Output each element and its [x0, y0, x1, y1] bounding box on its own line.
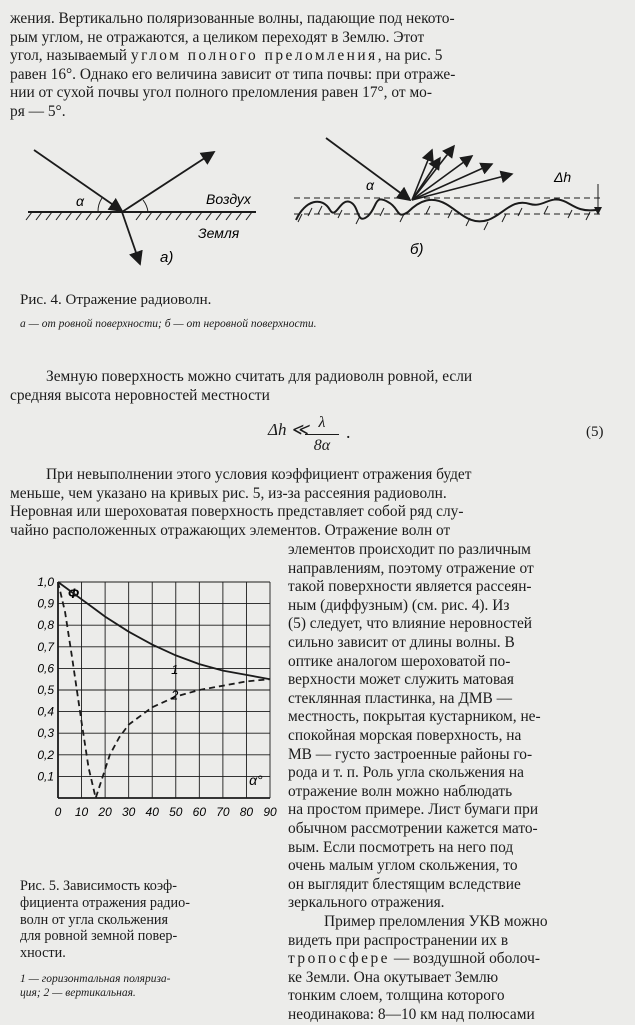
text-line: на простом примере. Лист бумаги при — [288, 801, 539, 819]
text-line: меньше, чем указано на кривых рис. 5, из-за рассеяния радиоволн. — [10, 484, 447, 502]
text-line: направлениям, поэтому отражение от — [288, 559, 534, 577]
caption-title: Рис. 4. Отражение радиоволн. — [20, 292, 212, 308]
formula-number: (5) — [586, 424, 604, 440]
scattered-rays — [412, 146, 512, 200]
text-line: спокойная морская поверхность, на — [288, 726, 522, 744]
text-line: равен 16°. Однако его величина зависит от типа почвы: при отраже- — [10, 65, 456, 83]
text-line: элементов происходит по различным — [288, 541, 531, 558]
x-tick-label: 0 — [54, 805, 62, 819]
text-line: очень малым углом скольжения, то — [288, 857, 518, 875]
text-line: ря — 5°. — [10, 102, 66, 120]
term-troposphere: тропосфере — [288, 950, 390, 968]
text-line: такой поверхности является рассеян- — [288, 578, 532, 596]
alpha-label-b: α — [366, 177, 374, 193]
caption-line: хности. — [20, 945, 66, 962]
text-line: средняя высота неровностей местности — [10, 386, 270, 404]
text-line: тонким слоем, толщина которого — [288, 987, 505, 1005]
figure-5-chart — [20, 570, 280, 870]
x-tick-label: 20 — [98, 805, 112, 819]
term-total-refraction-angle: углом полного преломления — [130, 47, 378, 65]
earth-label: Земля — [198, 225, 240, 241]
y-tick-label: 0,4 — [37, 704, 54, 719]
formula-dot: . — [346, 422, 351, 442]
text-line: (5) следует, что влияние неровностей — [288, 615, 533, 633]
text-line: ным (диффузным) (см. рис. 4). Из — [288, 596, 510, 614]
text-line: Земную поверхность можно считать для радиоволн ровной, если — [46, 368, 473, 385]
y-tick-label: 0,6 — [37, 661, 54, 676]
figure-4a — [26, 150, 256, 266]
paragraph-2 — [10, 466, 607, 540]
text-line: ке Земли. Она окутывает Землю — [288, 968, 499, 986]
top-paragraph — [10, 10, 607, 122]
text-line: чайно расположенных отражающих элементов. Отражение волн от — [10, 521, 451, 539]
formula-numerator: λ — [318, 414, 326, 431]
series-label-2: 2 — [171, 687, 179, 703]
text-line: рода и т. п. Роль угла скольжения на — [288, 764, 524, 782]
text-line: рым углом, не отражаются, а целиком переходят в Землю. Этот — [10, 28, 425, 46]
y-tick-label: 0,8 — [37, 618, 54, 633]
y-tick-label: 0,9 — [37, 596, 54, 611]
text-line: вым. Если посмотреть на него под — [288, 838, 514, 856]
text-line: нии от сухой почвы угол полного преломления равен 17°, от мо- — [10, 84, 433, 102]
text-line: зеркального отражения. — [288, 894, 445, 912]
series-label-1: 1 — [171, 661, 179, 677]
text-line: видеть при распространении их в — [288, 931, 509, 949]
y-tick-label: 0,7 — [37, 639, 54, 654]
text-line: При невыполнении этого условия коэффициент отражения будет — [46, 466, 472, 483]
subfigure-a-label: а) — [160, 249, 174, 266]
note-line: ция; 2 — вертикальная. — [20, 987, 136, 999]
caption-line: фициента отражения радио- — [20, 894, 190, 911]
series-line-1 — [58, 582, 270, 679]
figure-4-diagram — [0, 128, 635, 288]
caption-line: волн от угла скольжения — [20, 911, 169, 928]
caption-line: Рис. 5. Зависимость коэф- — [20, 878, 177, 894]
rough-surface — [296, 199, 596, 221]
formula-denominator: 8α — [313, 437, 331, 454]
text-line: оптике аналогом шероховатой по- — [288, 652, 511, 670]
air-label: Воздух — [206, 191, 251, 207]
figure-5-note — [20, 972, 268, 1000]
formula-lhs: Δh ≪ — [268, 420, 309, 439]
text-line: верхности может служить матовая — [288, 671, 514, 689]
text-line: неодинакова: 8—10 км над полюсами — [288, 1005, 535, 1023]
y-axis-label: Ф — [68, 585, 79, 601]
delta-h-label: Δh — [554, 169, 572, 185]
figure-4b — [294, 138, 600, 258]
text-line: угол, называемый углом полного преломления, на рис. 5 — [10, 47, 443, 65]
subfigure-b-label: б) — [410, 241, 424, 258]
refracted-ray — [122, 212, 140, 264]
caption-note: а — от ровной поверхности; б — от неровной поверхности. — [20, 318, 317, 330]
text-line: местность, покрытая кустарником, не- — [288, 708, 541, 726]
x-axis-label: α° — [249, 772, 263, 789]
formula-fraction — [305, 414, 339, 455]
x-tick-label: 30 — [121, 805, 136, 819]
y-tick-label: 0,1 — [37, 769, 54, 784]
figure-4-caption — [20, 292, 317, 331]
text-line: он выглядит блестящим вследствие — [288, 875, 521, 893]
x-tick-label: 40 — [145, 805, 159, 819]
paragraph-1 — [10, 368, 607, 405]
x-tick-label: 80 — [239, 805, 254, 819]
text-line: МВ — густо застроенные районы го- — [288, 745, 533, 763]
text-line: сильно зависит от длины волны. В — [288, 633, 515, 651]
caption-line: для ровной земной повер- — [20, 928, 178, 945]
note-line: 1 — горизонтальная поляриза- — [20, 973, 171, 985]
x-tick-label: 60 — [192, 805, 207, 819]
text-line: отражение волн можно наблюдать — [288, 782, 513, 800]
x-tick-label: 10 — [74, 805, 89, 819]
reflected-ray — [122, 152, 214, 212]
right-column-text-2 — [288, 913, 608, 1025]
figure-5-caption — [20, 878, 268, 962]
x-tick-label: 90 — [263, 805, 277, 819]
alpha-label: α — [76, 193, 84, 209]
text-line: обычном рассмотрении кажется мато- — [288, 819, 538, 837]
text-line: Неровная или шероховатая поверхность представляет собой ряд слу- — [10, 503, 464, 521]
x-tick-label: 50 — [169, 805, 183, 819]
text-line: Пример преломления УКВ можно — [324, 913, 548, 930]
y-tick-label: 0,2 — [37, 747, 54, 762]
y-tick-label: 0,5 — [37, 683, 54, 697]
formula-5 — [0, 414, 635, 462]
y-tick-label: 1,0 — [37, 575, 54, 589]
right-column-text — [288, 541, 608, 913]
text-line: стеклянная пластинка, на ДМВ — — [288, 689, 513, 707]
y-tick-label: 0,3 — [37, 726, 54, 741]
text-line: тропосфере — воздушной оболоч- — [288, 950, 540, 968]
x-tick-label: 70 — [216, 805, 230, 819]
text-line: жения. Вертикально поляризованные волны, падающие под некото- — [10, 10, 455, 27]
